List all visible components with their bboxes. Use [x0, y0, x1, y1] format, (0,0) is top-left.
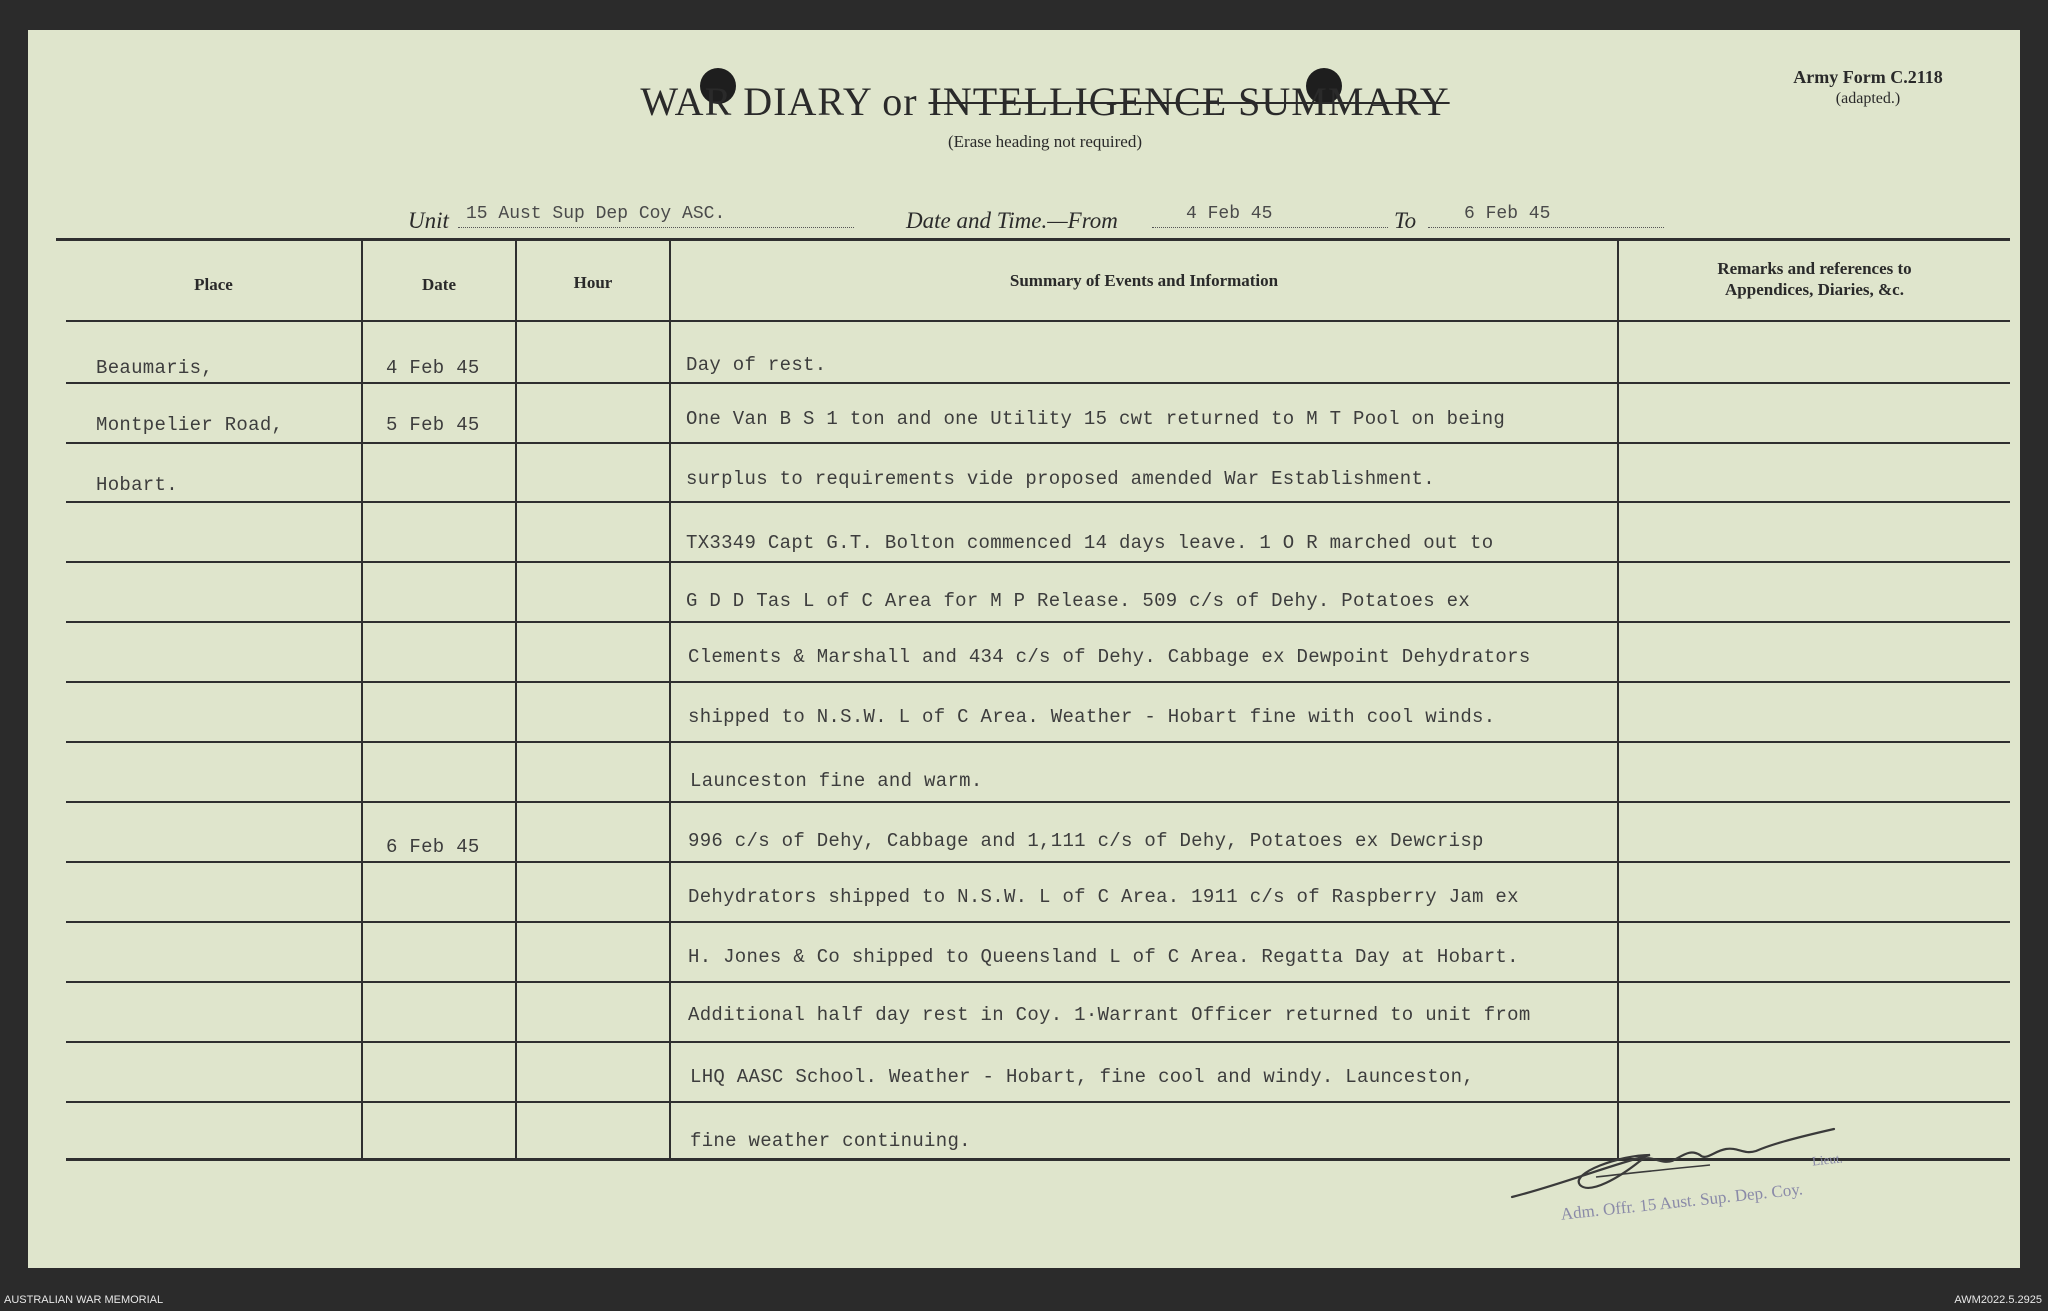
- row-rule: [66, 442, 2010, 444]
- summary-cell: 996 c/s of Dehy, Cabbage and 1,111 c/s of Dehy, Potatoes ex Dewcrisp: [688, 830, 1484, 852]
- row-rule: [66, 621, 2010, 623]
- column-header-remarks: [1619, 258, 2010, 300]
- row-rule: [66, 1041, 2010, 1043]
- row-rule: [66, 861, 2010, 863]
- stamp-rank: Lieut.: [1811, 1150, 1844, 1169]
- row-rule: [66, 382, 2010, 384]
- remarks-header-line1: Remarks and references to: [1717, 259, 1912, 278]
- column-divider-summary: [1617, 240, 1619, 1160]
- row-rule: [66, 501, 2010, 503]
- summary-cell: shipped to N.S.W. L of C Area. Weather - Hobart fine with cool winds.: [688, 706, 1496, 728]
- unit-label: Unit: [408, 208, 449, 233]
- column-divider-place: [361, 240, 363, 1160]
- row-rule: [66, 561, 2010, 563]
- date-cell: 4 Feb 45: [386, 357, 480, 379]
- summary-cell: Launceston fine and warm.: [690, 770, 983, 792]
- summary-cell: H. Jones & Co shipped to Queensland L of C Area. Regatta Day at Hobart.: [688, 946, 1519, 968]
- army-form-number: Army Form C.2118: [1793, 67, 1943, 87]
- army-form-label: [1728, 66, 2008, 110]
- column-divider-hour: [669, 240, 671, 1160]
- summary-cell: One Van B S 1 ton and one Utility 15 cwt returned to M T Pool on being: [686, 408, 1506, 430]
- unit-value: 15 Aust Sup Dep Coy ASC.: [458, 204, 854, 228]
- date-from-value: 4 Feb 45: [1152, 204, 1388, 228]
- title-war-diary: WAR DIARY or: [640, 79, 918, 124]
- army-form-note: (adapted.): [1835, 90, 1901, 107]
- row-rule: [66, 981, 2010, 983]
- column-header-place: Place: [194, 275, 233, 294]
- date-to-value: 6 Feb 45: [1428, 204, 1664, 228]
- row-rule: [66, 801, 2010, 803]
- date-to-label: To: [1394, 208, 1417, 233]
- form-title: [580, 78, 1510, 125]
- place-cell: Hobart.: [96, 474, 178, 496]
- place-cell: Beaumaris,: [96, 357, 214, 379]
- place-cell: Montpelier Road,: [96, 414, 284, 436]
- footer-left: AUSTRALIAN WAR MEMORIAL: [4, 1294, 164, 1306]
- remarks-header-line2: Appendices, Diaries, &c.: [1725, 280, 1904, 299]
- column-header-summary: Summary of Events and Information: [1009, 271, 1279, 290]
- table-top-rule: [56, 238, 2010, 241]
- form-subtitle: (Erase heading not required): [948, 132, 1142, 151]
- row-rule: [66, 921, 2010, 923]
- summary-cell: G D D Tas L of C Area for M P Release. 509 c/s of Dehy. Potatoes ex: [686, 590, 1471, 612]
- column-divider-date: [515, 240, 517, 1160]
- summary-cell: LHQ AASC School. Weather - Hobart, fine cool and windy. Launceston,: [690, 1066, 1475, 1088]
- row-rule: [66, 681, 2010, 683]
- date-cell: 5 Feb 45: [386, 414, 480, 436]
- column-header-hour: Hour: [573, 273, 613, 292]
- summary-cell: Day of rest.: [686, 354, 827, 376]
- title-intelligence-summary: INTELLIGENCE SUMMARY: [928, 79, 1450, 124]
- summary-cell: Additional half day rest in Coy. 1·Warrant Officer returned to unit from: [688, 1004, 1531, 1026]
- date-cell: 6 Feb 45: [386, 836, 480, 858]
- stamp-text: Adm. Offr. 15 Aust. Sup. Dep. Coy.: [1559, 1179, 1804, 1224]
- row-rule: [66, 1101, 2010, 1103]
- summary-cell: TX3349 Capt G.T. Bolton commenced 14 days leave. 1 O R marched out to: [686, 532, 1494, 554]
- summary-cell: Dehydrators shipped to N.S.W. L of C Area. 1911 c/s of Raspberry Jam ex: [688, 886, 1519, 908]
- summary-cell: fine weather continuing.: [690, 1130, 971, 1152]
- column-header-date: Date: [422, 275, 456, 294]
- date-from-label: Date and Time.—From: [906, 208, 1118, 233]
- row-rule: [66, 741, 2010, 743]
- summary-cell: Clements & Marshall and 434 c/s of Dehy. Cabbage ex Dewpoint Dehydrators: [688, 646, 1531, 668]
- header-bottom-rule: [66, 320, 2010, 322]
- footer-right: AWM2022.5.2925: [1954, 1294, 2042, 1306]
- summary-cell: surplus to requirements vide proposed amended War Establishment.: [686, 468, 1435, 490]
